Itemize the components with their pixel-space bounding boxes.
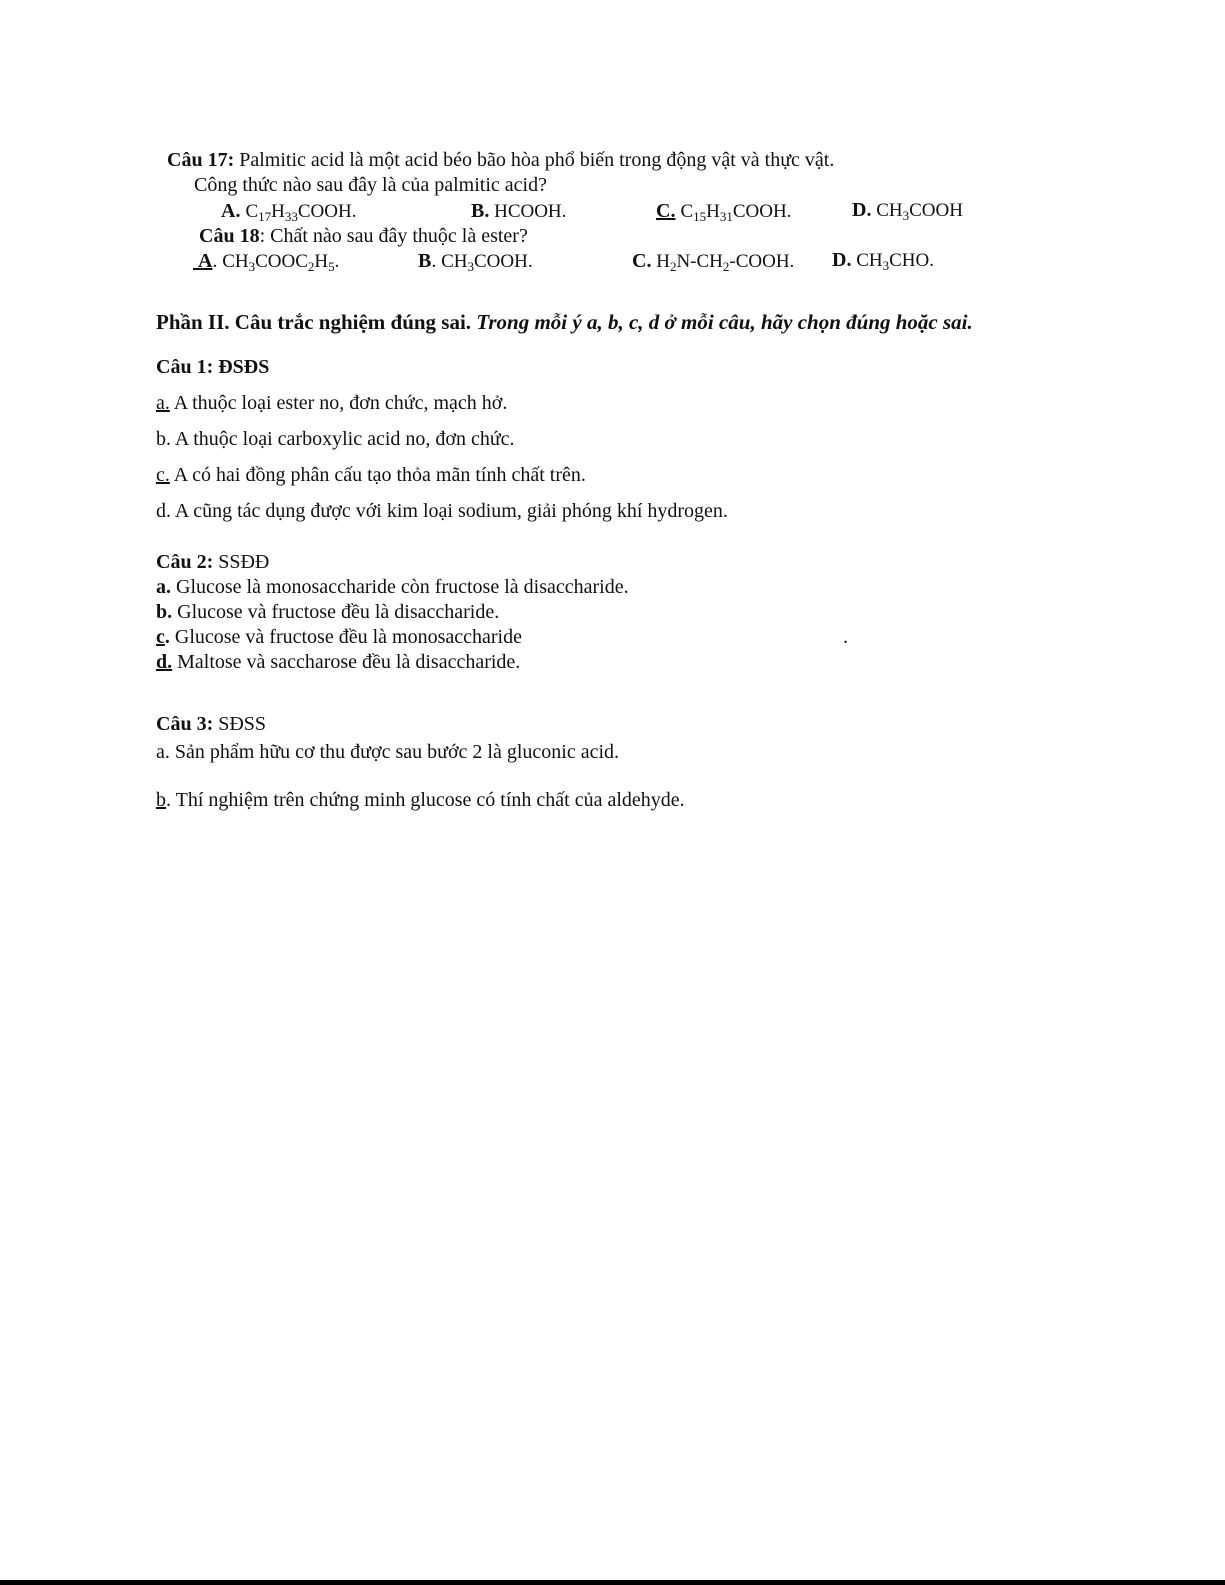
q18-option-a: A. $CH_3COOC_2H_5$. (198, 250, 340, 274)
q17-option-c: C. $C_{15}H_{31}COOH$. (656, 200, 792, 224)
q17-label: Câu 17: (167, 149, 235, 171)
q18-label: Câu 18 (199, 225, 260, 247)
q1-item-c: c. A có hai đồng phân cấu tạo thỏa mãn tính chất trên. (156, 464, 586, 486)
q2-item-a: a. Glucose là monosaccharide còn fructose là disaccharide. (156, 576, 629, 598)
q18-option-c: C. $H_2N-CH_2$-COOH. (632, 250, 795, 274)
q1-heading: Câu 1: ĐSĐS (156, 356, 270, 378)
q18-stem: : Chất nào sau đây thuộc là ester? (259, 225, 528, 247)
q18-option-d: D. $CH_3CHO$. (832, 249, 934, 273)
q18-stem-line (199, 224, 528, 248)
page-bottom-edge (0, 1580, 1225, 1585)
q17-option-a: A. $C_{17}H_{33}COOH$. (221, 200, 357, 224)
q17-option-d: D. $CH_3COOH$ (852, 199, 963, 223)
q2-item-d: d. Maltose và saccharose đều là disaccharide. (156, 651, 521, 673)
q2-item-c: c. Glucose và fructose đều là monosaccharide (156, 626, 522, 648)
part2-instruction: Trong mỗi ý a, b, c, d ở mỗi câu, hãy chọn đúng hoặc sai. (471, 310, 973, 334)
part2-heading (156, 310, 973, 334)
q3-item-a: a. Sản phẩm hữu cơ thu được sau bước 2 là gluconic acid. (156, 741, 620, 763)
q2-heading: Câu 2: SSĐĐ (156, 551, 270, 573)
q1-item-a: a. A thuộc loại ester no, đơn chức, mạch hở. (156, 392, 508, 414)
q18-option-b: B. $CH_3COOH$. (418, 250, 533, 274)
q1-item-b: b. A thuộc loại carboxylic acid no, đơn chức. (156, 428, 515, 450)
part2-title: Phần II. Câu trắc nghiệm đúng sai. (156, 310, 472, 334)
q2-stray-dot: . (843, 626, 848, 648)
q2-item-b: b. Glucose và fructose đều là disaccharide. (156, 601, 500, 623)
q17-stem1: Palmitic acid là một acid béo bão hòa phổ biến trong động vật và thực vật. (234, 149, 835, 171)
q3-heading: Câu 3: SĐSS (156, 713, 267, 735)
q17-stem-line1 (167, 148, 834, 172)
q17-stem-line2: Công thức nào sau đây là của palmitic acid? (194, 174, 547, 196)
q1-item-d: d. A cũng tác dụng được với kim loại sodium, giải phóng khí hydrogen. (156, 500, 728, 522)
q3-item-b: b. Thí nghiệm trên chứng minh glucose có tính chất của aldehyde. (156, 789, 685, 811)
q17-option-b: B. HCOOH. (471, 200, 567, 222)
